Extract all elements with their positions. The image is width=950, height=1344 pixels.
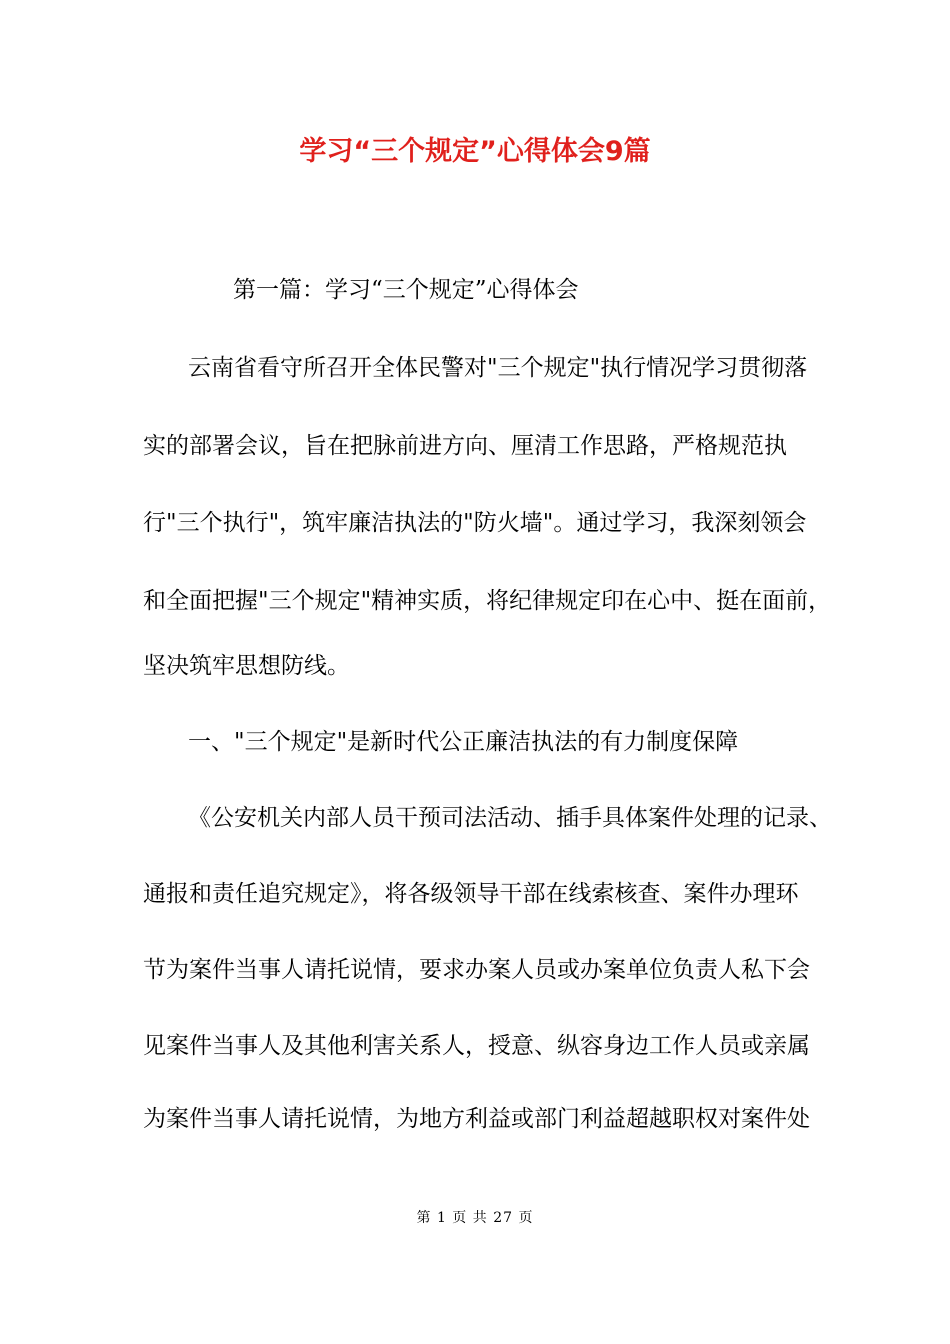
paragraph-line: 云南省看守所召开全体民警对"三个规定"执行情况学习贯彻落 bbox=[188, 355, 808, 381]
paragraph-line: 节为案件当事人请托说情，要求办案人员或办案单位负责人私下会 bbox=[143, 957, 810, 983]
subsection-heading: 一、"三个规定"是新时代公正廉洁执法的有力制度保障 bbox=[188, 729, 739, 755]
paragraph-line: 坚决筑牢思想防线。 bbox=[143, 653, 350, 679]
paragraph-line: 通报和责任追究规定》，将各级领导干部在线索核查、案件办理环 bbox=[143, 881, 799, 907]
paragraph-line: 行"三个执行"，筑牢廉洁执法的"防火墙"。通过学习，我深刻领会 bbox=[143, 510, 807, 536]
section-heading: 第一篇：学习“三个规定”心得体会 bbox=[233, 277, 579, 303]
document-title: 学习“三个规定”心得体会9篇 bbox=[299, 136, 651, 167]
paragraph-line: 实的部署会议，旨在把脉前进方向、厘清工作思路，严格规范执 bbox=[143, 433, 787, 459]
paragraph-line: 为案件当事人请托说情，为地方利益或部门利益超越职权对案件处 bbox=[143, 1106, 810, 1132]
page-number-footer: 第 1 页 共 27 页 bbox=[416, 1210, 534, 1226]
paragraph-line: 和全面把握"三个规定"精神实质，将纪律规定印在心中、挺在面前， bbox=[143, 588, 832, 614]
paragraph-line: 见案件当事人及其他利害关系人，授意、纵容身边工作人员或亲属 bbox=[143, 1033, 810, 1059]
paragraph-line: 《公安机关内部人员干预司法活动、插手具体案件处理的记录、 bbox=[188, 805, 832, 831]
